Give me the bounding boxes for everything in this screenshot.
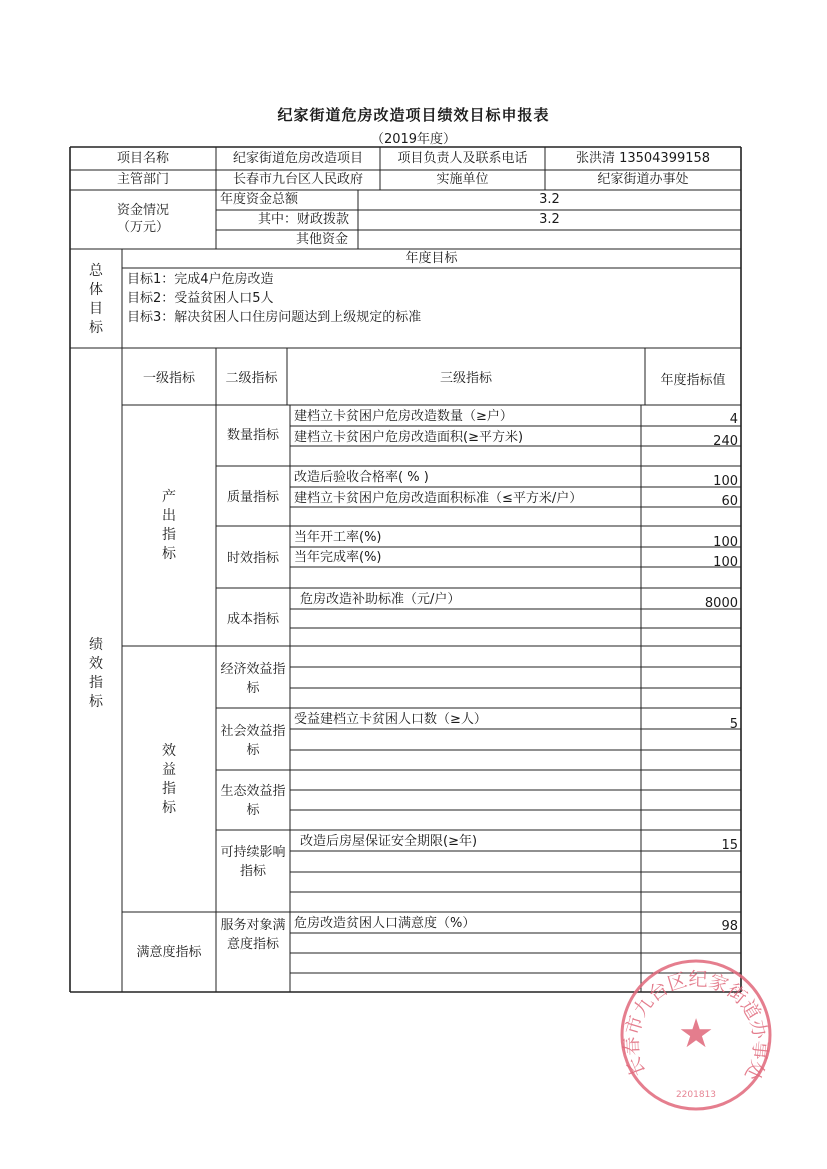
cost-indicator-label: 成本指标 (226, 612, 279, 627)
social-benefit-label: 社会效益指标 (220, 724, 286, 758)
indicator-name: 建档立卡贫困户危房改造面积(≥平方米) (294, 430, 524, 445)
dept-value: 长春市九台区人民政府 (232, 172, 363, 187)
impl-label: 实施单位 (436, 172, 489, 187)
funds-total-label: 年度资金总额 (220, 192, 299, 207)
impl-value: 纪家街道办事处 (597, 172, 689, 187)
timeliness-indicator-label: 时效指标 (226, 551, 279, 566)
official-seal (616, 955, 776, 1115)
funds-other-label: 其他资金 (296, 232, 349, 247)
col-level3-header: 三级指标 (439, 371, 492, 386)
dept-label: 主管部门 (116, 172, 169, 187)
indicator-value: 100 (713, 474, 738, 489)
seal-text: 长春市九台区纪家街道办事处 (620, 968, 772, 1084)
col-level1-header: 一级指标 (142, 371, 195, 386)
indicator-name: 建档立卡贫困户危房改造面积标准（≤平方米/户） (294, 491, 583, 506)
document-title: 纪家街道危房改造项目绩效目标申报表 (277, 106, 550, 124)
indicator-name: 当年完成率(%) (294, 550, 382, 565)
economic-benefit-label: 经济效益指标 (220, 662, 286, 696)
col-level2-header: 二级指标 (225, 371, 278, 386)
goal-item: 目标3：解决贫困人口住房问题达到上级规定的标准 (127, 310, 422, 325)
funds-fiscal-value: 3.2 (539, 212, 560, 227)
indicator-value: 240 (713, 434, 738, 449)
quantity-indicator-label: 数量指标 (226, 428, 279, 443)
performance-indicators-label: 绩效指标 (89, 637, 103, 710)
indicator-value: 5 (729, 717, 738, 732)
output-indicators-label: 产出指标 (162, 489, 176, 562)
sustain-impact-label: 可持续影响指标 (220, 845, 286, 879)
service-satisfaction-label: 服务对象满意度指标 (220, 918, 286, 952)
indicator-name: 危房改造补助标准（元/户） (300, 592, 461, 607)
indicator-value: 98 (721, 919, 738, 934)
indicator-value: 100 (713, 535, 738, 550)
indicator-value: 8000 (704, 596, 738, 611)
indicator-name: 改造后验收合格率( % ) (294, 470, 429, 485)
funds-label: 资金情况 (116, 203, 169, 218)
document-year: （2019年度） (370, 132, 457, 147)
col-value-header: 年度指标值 (660, 373, 726, 388)
eco-benefit-label: 生态效益指标 (220, 784, 286, 818)
goal-item: 目标2：受益贫困人口5人 (127, 291, 274, 306)
contact-value: 张洪清 13504399158 (575, 151, 711, 166)
project-name-label: 项目名称 (116, 151, 169, 166)
funds-total-value: 3.2 (539, 192, 560, 207)
indicator-name: 建档立卡贫困户危房改造数量（≥户） (294, 409, 513, 424)
indicator-value: 60 (721, 494, 738, 509)
annual-goals-header: 年度目标 (405, 251, 458, 266)
quality-indicator-label: 质量指标 (226, 490, 279, 505)
indicator-name: 改造后房屋保证安全期限(≥年) (300, 834, 478, 849)
indicator-value: 100 (713, 555, 738, 570)
indicator-name: 危房改造贫困人口满意度（%） (294, 916, 476, 931)
seal-star-icon: ★ (678, 1011, 714, 1057)
contact-label: 项目负责人及联系电话 (397, 151, 528, 166)
benefit-indicators-label: 效益指标 (162, 743, 176, 816)
indicator-name: 受益建档立卡贫困人口数（≥人） (294, 712, 487, 727)
funds-unit: （万元） (116, 220, 169, 235)
indicator-name: 当年开工率(%) (294, 530, 382, 545)
project-name-value: 纪家街道危房改造项目 (232, 151, 363, 166)
overall-goals-label: 总体目标 (89, 263, 103, 336)
funds-fiscal-label: 其中：财政拨款 (258, 212, 350, 227)
indicator-value: 4 (729, 412, 738, 427)
indicator-value: 15 (721, 838, 738, 853)
satisfaction-indicators-label: 满意度指标 (136, 945, 202, 960)
seal-code: 2201813 (675, 1090, 717, 1100)
goal-item: 目标1：完成4户危房改造 (127, 272, 274, 287)
